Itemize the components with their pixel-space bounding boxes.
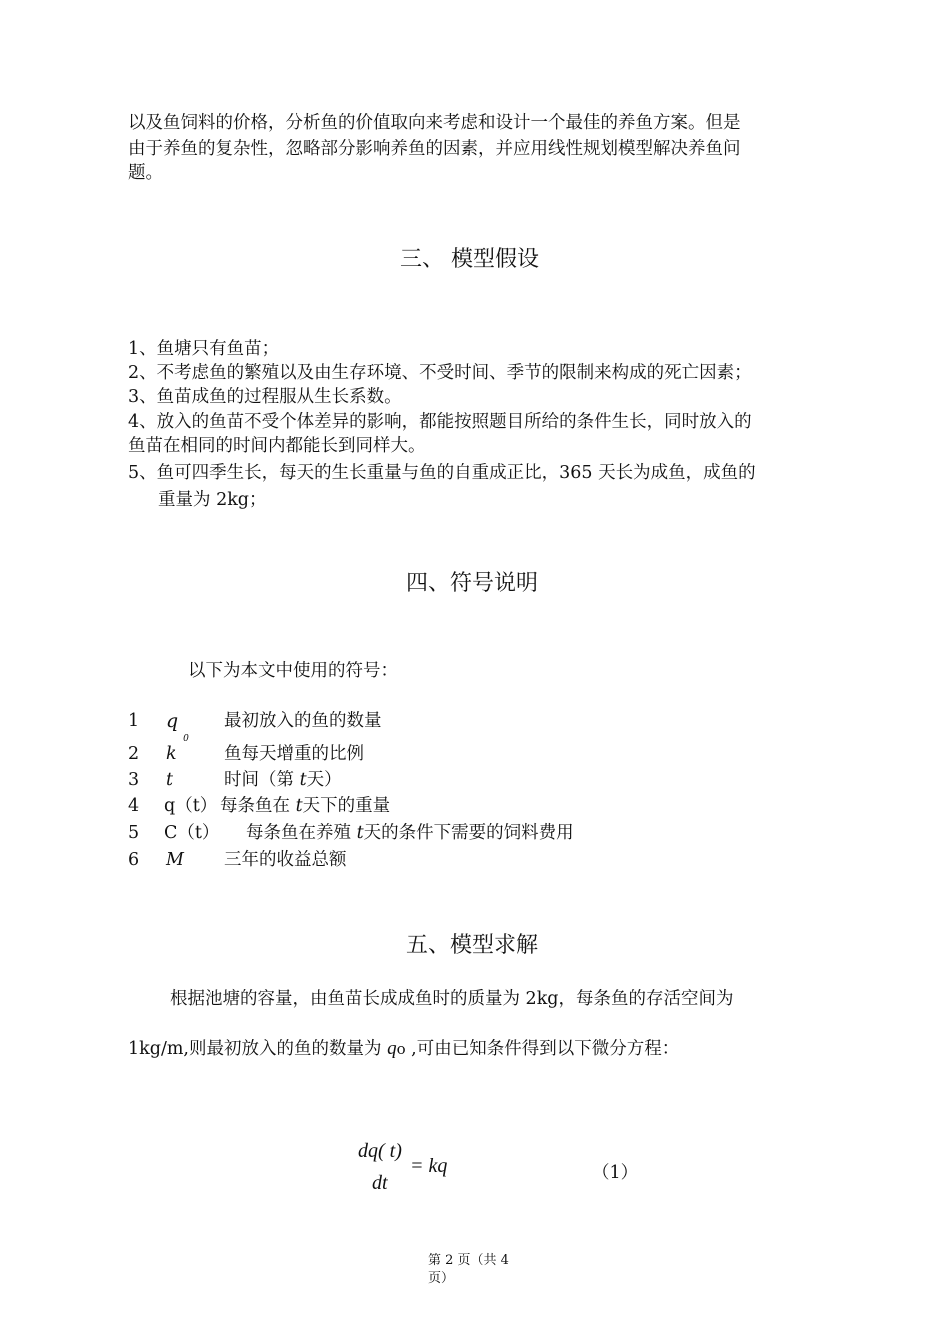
symbol-desc: 最初放入的鱼的数量 <box>224 711 382 731</box>
symbol-desc: 时间（第 t天） <box>224 770 342 790</box>
assumption-2: 2、不考虑鱼的繁殖以及由生存环境、不受时间、季节的限制来构成的死亡因素； <box>128 363 752 383</box>
equation-label: （1） <box>592 1163 639 1183</box>
symbol-qt: q（t） <box>164 796 218 816</box>
section-5-title: 五、模型求解 <box>406 933 539 958</box>
intro-line-2: 由于养鱼的复杂性，忽略部分影响养鱼的因素，并应用线性规划模型解决养鱼问 <box>128 139 741 159</box>
symbol-num: 1 <box>128 711 140 731</box>
intro-line-3: 题。 <box>128 163 163 183</box>
symbol-q0: $q_0$ <box>166 710 189 744</box>
symbol-desc: 每条鱼在 t天下的重量 <box>220 796 391 816</box>
page-footer-line-1: 第 2 页（共 4 <box>428 1253 509 1268</box>
symbol-desc: 鱼每天增重的比例 <box>224 744 364 764</box>
equation-numerator: dq( t) <box>358 1140 402 1162</box>
symbol-desc: 三年的收益总额 <box>224 850 347 870</box>
symbol-num: 3 <box>128 770 140 790</box>
symbol-num: 5 <box>128 823 140 843</box>
symbol-desc: 每条鱼在养殖 t天的条件下需要的饲料费用 <box>246 823 574 843</box>
symbol-t: t <box>166 770 174 790</box>
symbol-ct: C（t） <box>164 823 220 843</box>
section-4-title: 四、符号说明 <box>406 571 539 596</box>
solution-para-1: 根据池塘的容量，由鱼苗长成成鱼时的质量为 2kg，每条鱼的存活空间为 <box>170 989 734 1009</box>
assumption-3: 3、鱼苗成鱼的过程服从生长系数。 <box>128 387 402 407</box>
assumption-4: 4、放入的鱼苗不受个体差异的影响，都能按照题目所给的条件生长，同时放入的 <box>128 412 752 432</box>
symbol-num: 2 <box>128 744 140 764</box>
solution-para-2: 1kg/m,则最初放入的鱼的数量为 qo ,可由已知条件得到以下微分方程： <box>128 1038 680 1059</box>
symbol-num: 6 <box>128 850 140 870</box>
equation-rhs: = kq <box>410 1155 448 1177</box>
assumption-5: 5、鱼可四季生长，每天的生长重量与鱼的自重成正比，365 天长为成鱼，成鱼的 <box>128 463 756 483</box>
symbol-k: k <box>166 744 177 764</box>
page-footer-line-2: 页） <box>428 1271 455 1286</box>
assumption-5-cont: 重量为 2kg； <box>158 490 267 510</box>
symbol-m: M <box>166 850 184 870</box>
intro-line-1: 以及鱼饲料的价格，分析鱼的价值取向来考虑和设计一个最佳的养鱼方案。但是 <box>128 113 741 133</box>
section-3-title: 三、 模型假设 <box>400 247 539 272</box>
assumption-1: 1、鱼塘只有鱼苗； <box>128 339 280 359</box>
symbols-lead: 以下为本文中使用的符号： <box>188 661 398 681</box>
symbol-num: 4 <box>128 796 140 816</box>
equation-denominator: dt <box>372 1172 388 1194</box>
assumption-4-cont: 鱼苗在相同的时间内都能长到同样大。 <box>128 436 426 456</box>
